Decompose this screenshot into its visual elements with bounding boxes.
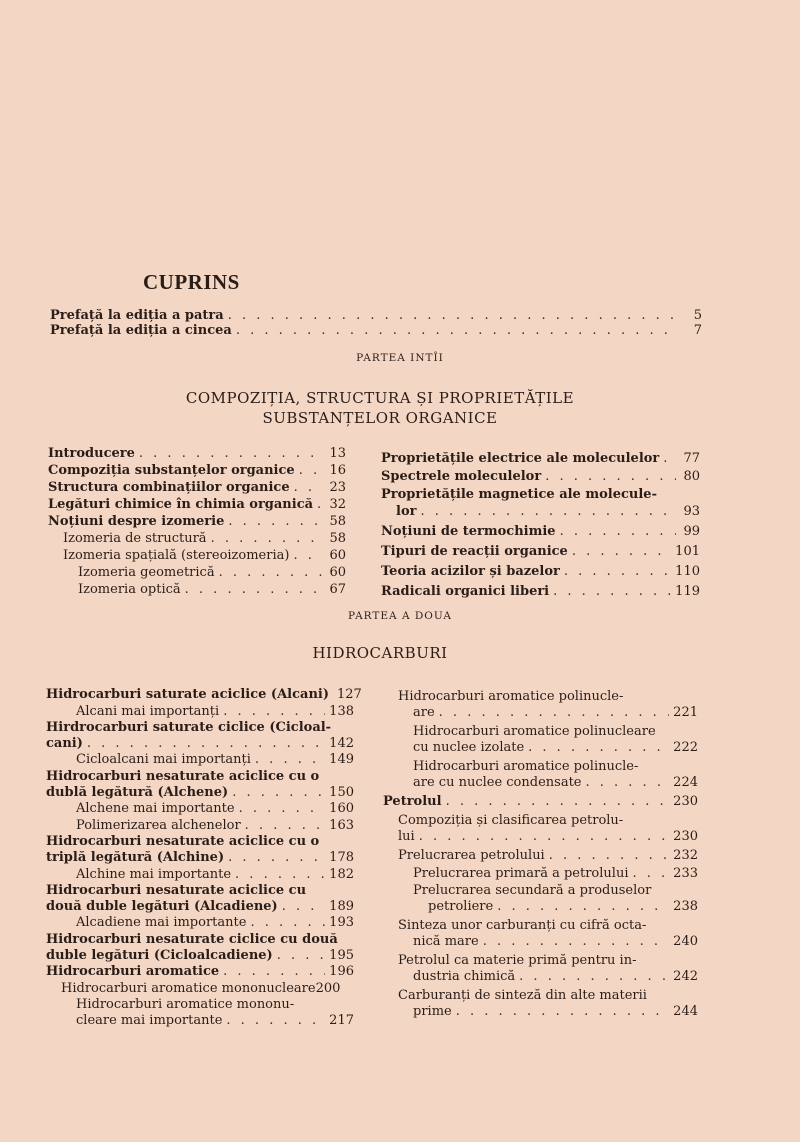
entry-text-cont: cu nuclee izolate [413,740,525,755]
entry-page: 150 [329,784,354,800]
leader-dots [564,563,671,580]
leader-dots [245,818,326,834]
entry-page: 13 [329,446,346,461]
leader-dots [185,582,322,598]
entry-page: 233 [673,866,698,881]
entry-page: 230 [673,829,698,844]
entry-text-cont: petroliere [428,899,494,914]
leader-dots [87,736,325,752]
entry-page: 196 [329,964,354,980]
entry-text-cont: are cu nuclee condensate [413,775,582,790]
entry-page: 7 [693,323,702,338]
entry-text: Prefață la ediția a cincea [50,323,232,338]
entry-page: 101 [675,544,700,559]
entry-text-cont: lor [396,504,417,519]
entry-page: 80 [683,469,700,484]
entry-page: 119 [675,584,700,599]
toc-column-right [383,689,698,1021]
entry-text: Hidrocarburi saturate aciclice (Alcani) [46,687,329,702]
entry-page: 67 [329,582,346,597]
entry-text-cont: prime [413,1004,452,1019]
leader-dots [497,899,669,915]
entry-text: Prelucrarea secundară a produselor [413,883,652,898]
leader-dots [572,543,671,560]
entry-page: 195 [329,947,354,963]
leader-dots [219,565,322,581]
entry-page: 93 [683,504,700,519]
leader-dots [446,794,670,810]
entry-text: Petrolul ca materie primă pentru in- [398,953,637,968]
toc-column-left [46,687,362,1029]
entry-text: Hidrocarburi nesaturate aciclice cu o [46,768,320,784]
entry-text: Cicloalcani mai importanți [76,752,251,768]
leader-dots [139,446,322,462]
entry-text: Noțiuni de termochimie [381,524,556,539]
entry-text-cont: cani) [46,735,83,751]
entry-text: Alchine mai importante [76,866,232,882]
section-heading-line: SUBSTANȚELOR ORGANICE [262,409,498,427]
entry-page: 163 [329,817,354,833]
entry-text: Proprietățile magnetice ale molecule- [381,487,657,502]
toc-column-right [381,450,700,601]
leader-dots [632,866,669,882]
entry-page: 60 [329,548,346,563]
entry-text-cont: două duble legături (Alcadiene) [46,898,278,914]
entry-page: 127 [337,687,362,702]
entry-text: Noțiuni despre izomerie [48,514,225,529]
entry-text: Hidrocarburi aromatice polinucle- [398,689,624,704]
leader-dots [223,704,325,720]
preface-entry [50,308,702,323]
entry-page: 77 [683,451,700,466]
entry-text: Izomeria optică [78,582,181,597]
entry-text: Hidrocarburi nesaturate aciclice cu [46,883,307,899]
entry-page: 178 [329,849,354,865]
entry-text-cont: cleare mai importante [76,1012,223,1028]
entry-text: Compoziția substanțelor organice [48,463,295,478]
entry-page: 32 [329,497,346,512]
leader-dots [239,801,326,817]
entry-page: 110 [675,564,700,579]
entry-page: 182 [329,866,354,882]
part-label: PARTEA INTÎI [356,352,444,364]
leader-dots [255,752,325,768]
entry-text: Izomeria de structură [63,531,207,546]
leader-dots [236,323,678,338]
entry-page: 58 [329,531,346,546]
entry-page: 238 [673,899,698,914]
entry-text: Radicali organici liberi [381,584,550,599]
entry-text: Hirdrocarburi saturate ciclice (Cicloal- [46,720,332,736]
entry-page: 217 [329,1012,354,1028]
entry-page: 99 [683,524,700,539]
entry-text: Alcani mai importanți [76,703,220,719]
entry-text: Compoziția și clasificarea petrolu- [398,813,624,828]
entry-text: Proprietățile electrice ale moleculelor [381,451,660,466]
entry-text: Hidrocarburi nesaturate ciclice cu două [46,931,338,947]
leader-dots [228,850,325,866]
leader-dots [519,969,669,985]
leader-dots [586,775,670,791]
leader-dots [419,829,669,845]
leader-dots [560,523,676,540]
leader-dots [549,848,669,864]
leader-dots [250,915,325,931]
leader-dots [483,934,669,950]
entry-text-cont: dustria chimică [413,969,516,984]
entry-text: Hidrocarburi nesaturate aciclice cu o [46,834,320,850]
entry-page: 5 [693,308,702,323]
entry-text-cont: are [413,705,435,720]
entry-page: 240 [673,934,698,949]
entry-text-cont: lui [398,829,415,844]
entry-text: Hidrocarburi aromatice [46,964,220,980]
entry-text: Polimerizarea alchenelor [76,817,241,833]
page-title: CUPRINS [143,270,240,294]
leader-dots [211,531,322,547]
entry-text: Alchene mai importante [76,801,235,817]
entry-page: 142 [329,735,354,751]
leader-dots [420,503,676,520]
entry-text: Prefață la ediția a patra [50,308,224,323]
leader-dots [277,948,325,964]
section-heading-line: COMPOZIȚIA, STRUCTURA ȘI PROPRIETĂȚILE [185,389,575,407]
entry-page: 149 [329,752,354,768]
entry-text: Alcadiene mai importante [76,915,247,931]
entry-text: Prelucrarea petrolului [398,848,545,863]
entry-text: Legături chimice în chimia organică [48,497,314,512]
entry-text: Sinteza unor carburanți cu cifră octa- [398,918,647,933]
entry-text: Prelucrarea primară a petrolului [413,866,629,881]
entry-text: Tipuri de reacții organice [381,544,568,559]
entry-page: 232 [673,848,698,863]
entry-page: 160 [329,801,354,817]
entry-text: Izomeria geometrică [78,565,215,580]
entry-page: 58 [329,514,346,529]
entry-text: Structura combinațiilor organice [48,480,290,495]
entry-text-cont: duble legături (Cicloalcadiene) [46,947,273,963]
leader-dots [553,583,671,600]
leader-dots [228,308,678,323]
entry-page: 23 [329,480,346,495]
entry-text: Hidrocarburi aromatice mononucleare [61,980,316,996]
leader-dots [294,480,322,496]
section-heading: HIDROCARBURI [312,644,448,662]
leader-dots [439,705,670,721]
entry-page: 193 [329,915,354,931]
leader-dots [228,514,322,530]
leader-dots [223,964,325,980]
entry-page: 200 [315,980,341,996]
entry-text: Petrolul [383,794,442,809]
leader-dots [232,785,325,801]
leader-dots [235,867,325,883]
entry-page: 221 [673,705,698,720]
entry-text-cont: dublă legătură (Alchene) [46,784,229,800]
part-label: PARTEA A DOUA [347,610,453,622]
toc-column-left [48,446,346,599]
entry-page: 230 [673,794,698,809]
preface-entry [50,323,702,338]
entry-text: Hidrocarburi aromatice polinucleare [413,724,656,739]
entry-page: 60 [329,565,346,580]
leader-dots [528,740,669,756]
entry-page: 138 [329,703,354,719]
entry-page: 242 [673,969,698,984]
entry-page: 16 [329,463,346,478]
entry-text: Teoria acizilor și bazelor [381,564,560,579]
leader-dots [299,463,322,479]
leader-dots [282,899,325,915]
entry-text-cont: triplă legătură (Alchine) [46,849,225,865]
leader-dots [663,450,676,467]
entry-text: Izomeria spațială (stereoizomeria) [63,548,290,563]
entry-text: Hidrocarburi aromatice mononu- [76,997,295,1013]
entry-page: 224 [673,775,698,790]
entry-text: Introducere [48,446,135,461]
entry-page: 244 [673,1004,698,1019]
section-heading [0,388,760,428]
entry-text-cont: nică mare [413,934,479,949]
leader-dots [293,548,322,564]
entry-text: Carburanți de sinteză din alte materii [398,988,647,1003]
leader-dots [456,1004,669,1020]
leader-dots [226,1013,325,1029]
entry-text: Hidrocarburi aromatice polinucle- [413,759,639,774]
leader-dots [317,497,322,513]
entry-page: 189 [329,898,354,914]
entry-text: Spectrele moleculelor [381,469,542,484]
entry-page: 222 [673,740,698,755]
leader-dots [545,468,676,485]
